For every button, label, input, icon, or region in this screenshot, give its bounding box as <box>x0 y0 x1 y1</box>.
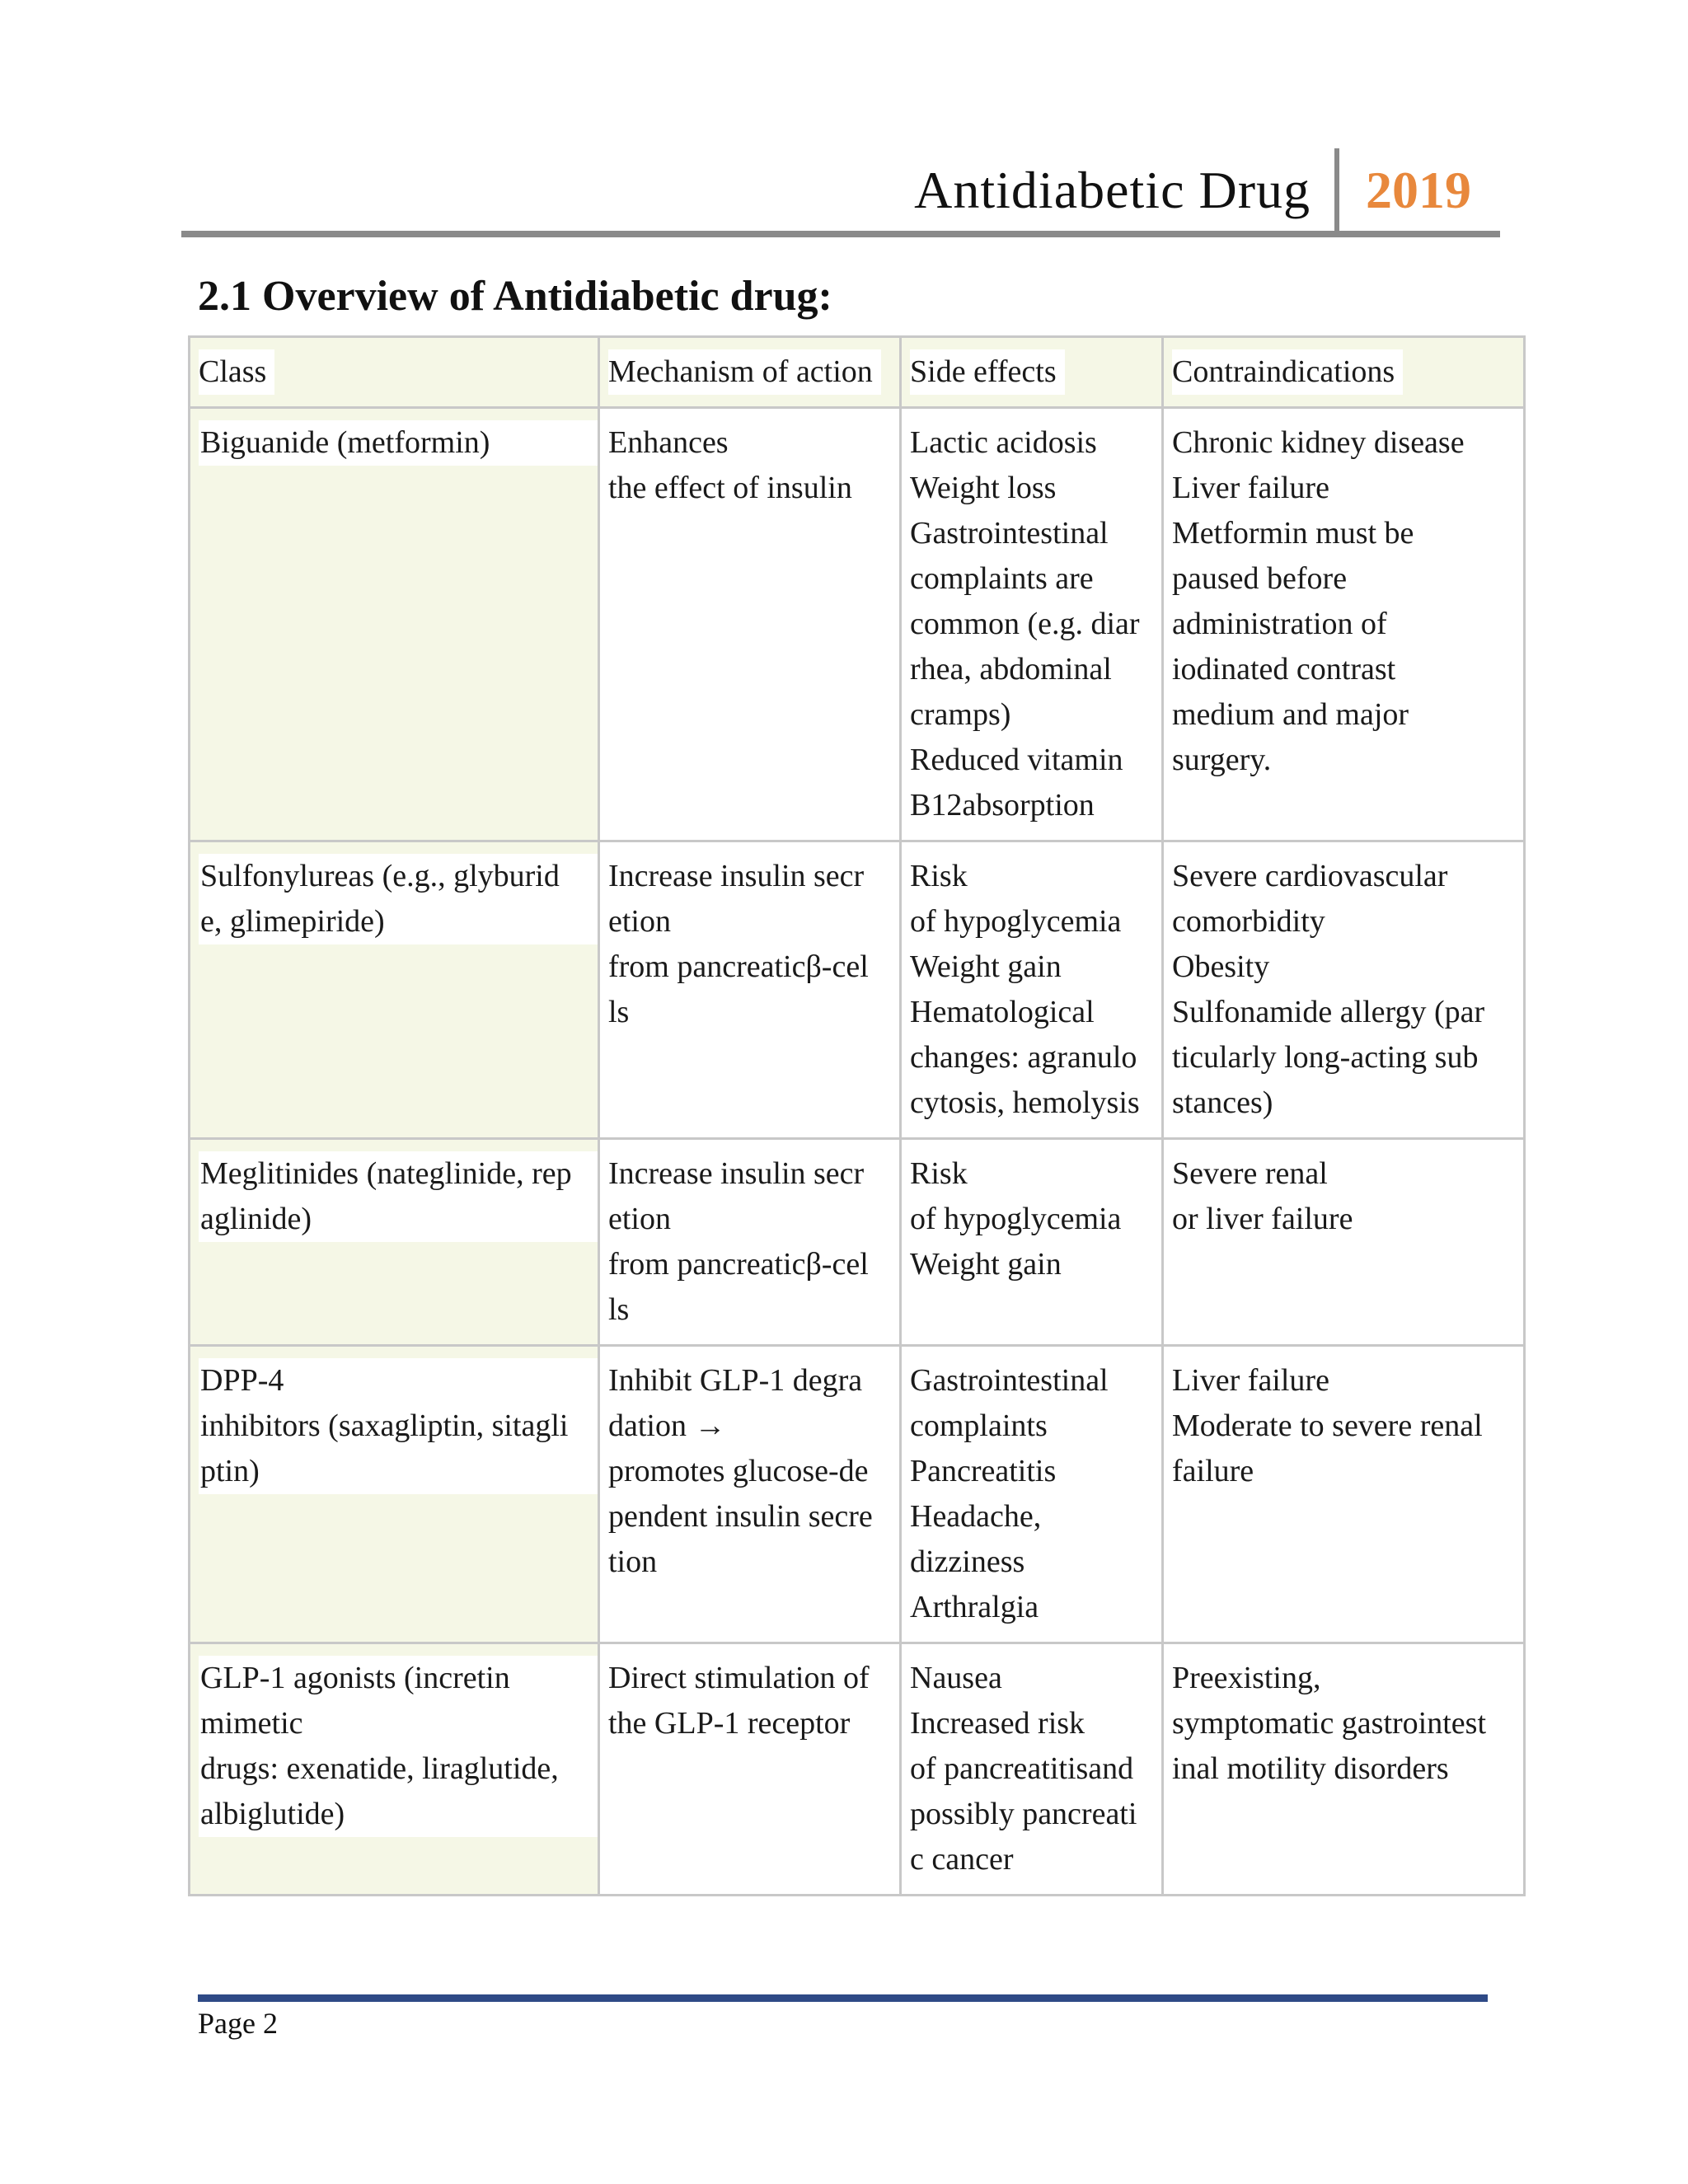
drug-overview-table <box>188 335 1526 1896</box>
cell-line: Liver failure <box>1172 1363 1329 1398</box>
cell-line: dation → <box>608 1408 726 1443</box>
header-separator <box>1334 148 1339 231</box>
cell-line: Pancreatitis <box>910 1454 1057 1488</box>
cell-line: complaints <box>910 1408 1048 1443</box>
table-row <box>190 1139 1525 1346</box>
cell-line: Increase insulin secr <box>608 1156 865 1191</box>
cell-class <box>190 1139 599 1346</box>
cell-line: Meglitinides (nateglinide, rep <box>200 1156 572 1191</box>
cell-line: Biguanide (metformin) <box>200 425 490 460</box>
cell-line: symptomatic gastrointest <box>1172 1706 1487 1741</box>
cell-line: Hematological <box>910 995 1095 1029</box>
cell-mechanism <box>599 841 901 1139</box>
cell-line: Risk <box>910 1156 968 1191</box>
cell-side-effects <box>901 1139 1163 1346</box>
cell-line: Arthralgia <box>910 1590 1039 1624</box>
cell-line: etion <box>608 904 671 939</box>
cell-mechanism <box>599 1643 901 1896</box>
cell-line: changes: agranulo <box>910 1040 1137 1075</box>
cell-line: failure <box>1172 1454 1254 1488</box>
cell-line: Severe cardiovascular <box>1172 859 1448 893</box>
cell-line: comorbidity <box>1172 904 1325 939</box>
cell-line: Gastrointestinal <box>910 1363 1109 1398</box>
cell-contraindications <box>1163 1643 1525 1896</box>
cell-line: common (e.g. diar <box>910 607 1140 641</box>
table-row <box>190 1346 1525 1643</box>
cell-mechanism <box>599 408 901 841</box>
cell-line: ls <box>608 995 630 1029</box>
cell-line: of hypoglycemia <box>910 904 1122 939</box>
cell-line: Risk <box>910 859 968 893</box>
cell-line: inhibitors (saxagliptin, sitagli <box>200 1408 569 1443</box>
cell-line: Nausea <box>910 1661 1002 1695</box>
cell-line: paused before <box>1172 561 1348 596</box>
cell-line: inal motility disorders <box>1172 1751 1449 1786</box>
cell-line: dizziness <box>910 1544 1025 1579</box>
cell-line: surgery. <box>1172 743 1272 777</box>
column-header-class: Class <box>190 337 599 408</box>
cell-line: of hypoglycemia <box>910 1202 1122 1236</box>
cell-line: Increased risk <box>910 1706 1085 1741</box>
cell-side-effects <box>901 841 1163 1139</box>
cell-line: cramps) <box>910 697 1011 732</box>
cell-line: Direct stimulation of <box>608 1661 870 1695</box>
cell-line: ticularly long-acting sub <box>1172 1040 1479 1075</box>
cell-class <box>190 841 599 1139</box>
cell-line: Weight loss <box>910 471 1057 505</box>
cell-line: e, glimepiride) <box>200 904 385 939</box>
page-number: Page 2 <box>198 2007 278 2040</box>
cell-line: Enhances <box>608 425 729 460</box>
header-year: 2019 <box>1366 161 1471 219</box>
cell-line: Metformin must be <box>1172 516 1414 551</box>
column-header-side-effects: Side effects <box>901 337 1163 408</box>
cell-line: Weight gain <box>910 949 1062 984</box>
cell-line: administration of <box>1172 607 1387 641</box>
cell-side-effects <box>901 1346 1163 1643</box>
header-rule <box>181 231 1500 237</box>
cell-line: medium and major <box>1172 697 1409 732</box>
cell-line: aglinide) <box>200 1202 312 1236</box>
cell-line: mimetic <box>200 1706 303 1741</box>
column-header-contraindications: Contraindications <box>1163 337 1525 408</box>
cell-side-effects <box>901 408 1163 841</box>
cell-line: Inhibit GLP-1 degra <box>608 1363 863 1398</box>
cell-line: B12absorption <box>910 788 1095 823</box>
table-row <box>190 1643 1525 1896</box>
footer-rule <box>198 1994 1488 2002</box>
cell-line: iodinated contrast <box>1172 652 1396 687</box>
section-title: 2.1 Overview of Antidiabetic drug: <box>198 273 832 320</box>
cell-line: pendent insulin secre <box>608 1499 873 1534</box>
cell-line: Chronic kidney disease <box>1172 425 1465 460</box>
cell-line: Sulfonylureas (e.g., glyburid <box>200 859 560 893</box>
cell-line: ptin) <box>200 1454 260 1488</box>
cell-line: Moderate to severe renal <box>1172 1408 1483 1443</box>
cell-line: GLP-1 agonists (incretin <box>200 1661 510 1695</box>
cell-class <box>190 1346 599 1643</box>
cell-line: possibly pancreati <box>910 1797 1137 1831</box>
cell-line: Lactic acidosis <box>910 425 1097 460</box>
cell-line: tion <box>608 1544 658 1579</box>
cell-line: drugs: exenatide, liraglutide, <box>200 1751 559 1786</box>
cell-line: the effect of insulin <box>608 471 852 505</box>
cell-line: Weight gain <box>910 1247 1062 1282</box>
cell-line: stances) <box>1172 1085 1273 1120</box>
cell-line: albiglutide) <box>200 1797 345 1831</box>
cell-line: Preexisting, <box>1172 1661 1321 1695</box>
cell-class <box>190 408 599 841</box>
cell-line: rhea, abdominal <box>910 652 1112 687</box>
cell-line: ls <box>608 1292 630 1327</box>
cell-line: from pancreaticβ-cel <box>608 949 869 984</box>
cell-contraindications <box>1163 1346 1525 1643</box>
column-header-mechanism: Mechanism of action <box>599 337 901 408</box>
cell-line: c cancer <box>910 1842 1014 1877</box>
table-row <box>190 841 1525 1139</box>
cell-line: promotes glucose-de <box>608 1454 869 1488</box>
cell-line: the GLP-1 receptor <box>608 1706 851 1741</box>
cell-side-effects <box>901 1643 1163 1896</box>
cell-line: Reduced vitamin <box>910 743 1123 777</box>
cell-line: etion <box>608 1202 671 1236</box>
cell-line: Increase insulin secr <box>608 859 865 893</box>
cell-line: Obesity <box>1172 949 1270 984</box>
table-body <box>190 408 1525 1896</box>
table-row <box>190 408 1525 841</box>
cell-line: of pancreatitisand <box>910 1751 1134 1786</box>
header-title: Antidiabetic Drug <box>914 161 1311 219</box>
cell-line: Headache, <box>910 1499 1042 1534</box>
cell-line: DPP-4 <box>200 1363 284 1398</box>
cell-contraindications <box>1163 408 1525 841</box>
cell-contraindications <box>1163 1139 1525 1346</box>
cell-line: Sulfonamide allergy (par <box>1172 995 1485 1029</box>
cell-class <box>190 1643 599 1896</box>
cell-mechanism <box>599 1346 901 1643</box>
cell-line: or liver failure <box>1172 1202 1353 1236</box>
cell-line: complaints are <box>910 561 1094 596</box>
cell-line: cytosis, hemolysis <box>910 1085 1140 1120</box>
cell-mechanism <box>599 1139 901 1346</box>
cell-contraindications <box>1163 841 1525 1139</box>
cell-line: Severe renal <box>1172 1156 1328 1191</box>
cell-line: Gastrointestinal <box>910 516 1109 551</box>
cell-line: from pancreaticβ-cel <box>608 1247 869 1282</box>
table-header-row <box>190 337 1525 408</box>
page-header <box>181 148 1500 237</box>
cell-line: Liver failure <box>1172 471 1329 505</box>
